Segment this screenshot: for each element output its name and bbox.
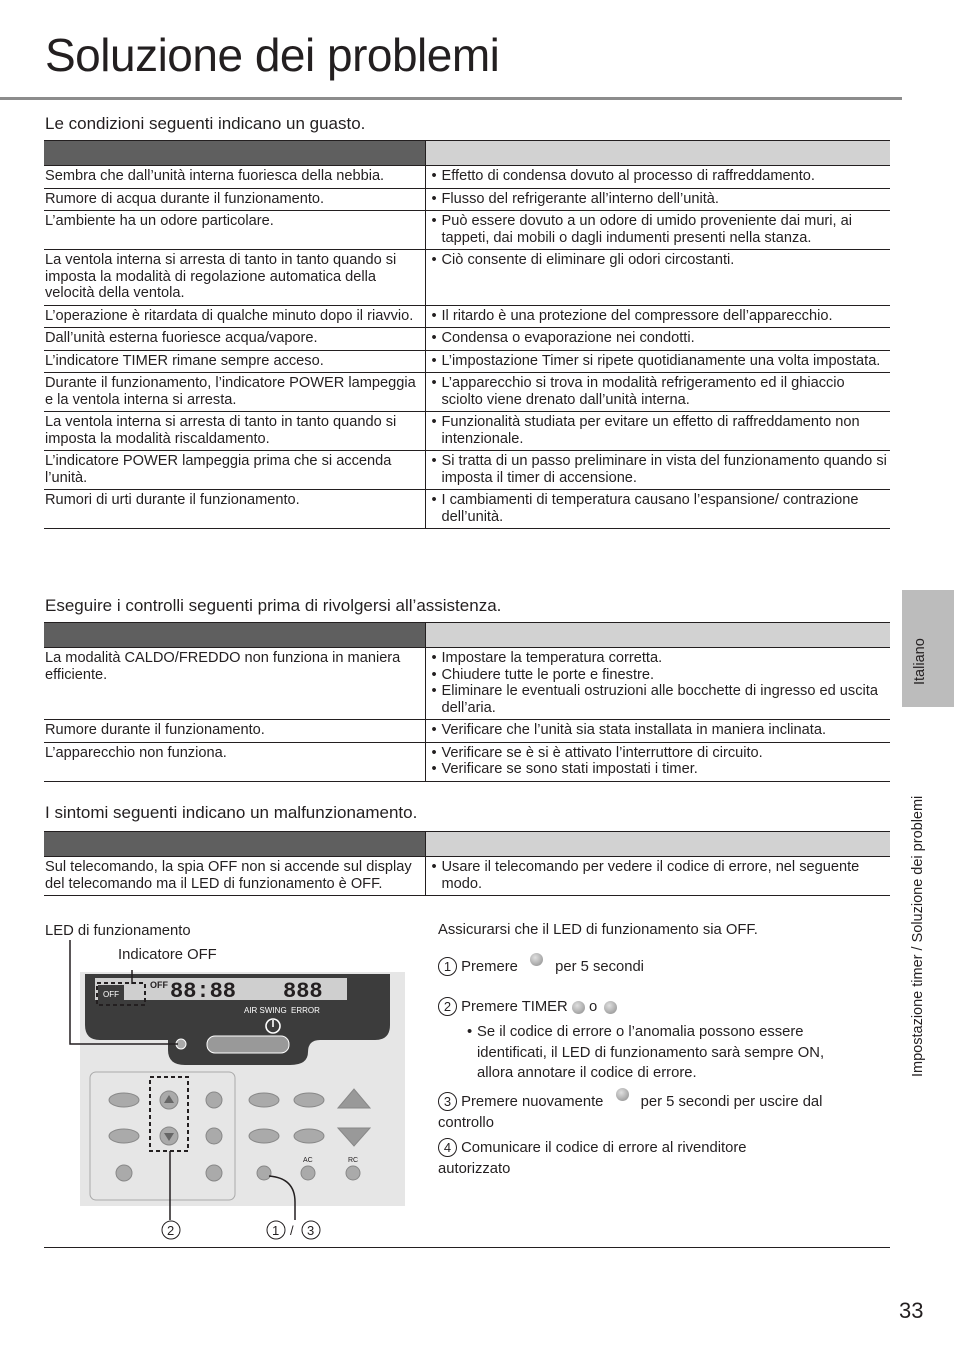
table-row xyxy=(44,648,890,720)
symptom-cell: Dall’unità esterna fuoriesce acqua/vapore. xyxy=(44,328,425,351)
step-3-text-a: Premere nuovamente xyxy=(461,1094,604,1110)
step-4 xyxy=(438,1138,818,1180)
cause-bullet: • Chiudere tutte le porte e finestre. xyxy=(431,666,655,683)
cause-cell xyxy=(425,211,890,250)
section1-heading: Le condizioni seguenti indicano un guasto. xyxy=(45,114,366,133)
timer-up-icon xyxy=(572,1001,585,1014)
page-title: Soluzione dei problemi xyxy=(45,29,500,81)
step-3-text-b: per 5 secondi per uscire dal controllo xyxy=(438,1094,823,1131)
timer-down-icon xyxy=(604,1001,617,1014)
rc-label: RC xyxy=(348,1157,359,1164)
table-row xyxy=(44,720,890,743)
lcd-code-digits: 888 xyxy=(283,979,323,1004)
symptom-cell: Rumore di acqua durante il funzionamento. xyxy=(44,188,425,211)
cause-text: Ciò consente di eliminare gli odori circostanti. xyxy=(441,252,735,268)
cause-bullet: • Flusso del refrigerante all’interno dell’unità. xyxy=(431,190,719,207)
symptom-cell: Sul telecomando, la spia OFF non si accende sul display del telecomando ma il LED di funzionamento è OFF. xyxy=(44,857,425,896)
cause-text: L’impostazione Timer si ripete quotidianamente una volta impostata. xyxy=(441,352,881,369)
check-button[interactable] xyxy=(257,1166,271,1180)
cause-text: Flusso del refrigerante all’interno dell’unità. xyxy=(441,190,719,207)
cause-cell xyxy=(425,720,890,743)
table-row xyxy=(44,211,890,250)
symptom-cell: L’indicatore POWER lampeggia prima che si accenda l’unità. xyxy=(44,451,425,490)
cause-cell xyxy=(425,350,890,373)
remote-control-diagram xyxy=(40,940,420,1250)
cause-text: Può essere dovuto a un odore di umido proveniente dai muri, ai tappeti, dai mobili o dagli indumenti presenti nella stanza. xyxy=(441,213,852,246)
page-number: 33 xyxy=(899,1298,924,1323)
table-row xyxy=(44,857,890,896)
table-section2 xyxy=(44,622,890,782)
step-2-note: • Se il codice di errore o l’anomalia possono essere identificati, il LED di funzionamento sarà sempre ON, allora annotare il codice di errore. xyxy=(467,1022,847,1084)
symptom-cell: Rumore durante il funzionamento. xyxy=(44,720,425,743)
cause-bullet: • L’apparecchio si trova in modalità refrigeramento ed il ghiaccio sciolto viene drenato dall’unità interna. xyxy=(432,375,889,408)
cause-cell xyxy=(425,451,890,490)
table-row xyxy=(44,328,890,351)
cause-text: Effetto di condensa dovuto al processo di raffreddamento. xyxy=(441,168,815,184)
step-3 xyxy=(438,1092,848,1134)
cause-bullet: • Verificare se sono stati impostati i timer. xyxy=(431,761,698,777)
lcd-off-text: OFF xyxy=(150,980,168,990)
cause-bullet: • Condensa o evaporazione nei condotti. xyxy=(431,330,695,346)
ac-label: AC xyxy=(303,1157,313,1164)
power-button[interactable] xyxy=(207,1036,289,1053)
lcd-off-icon: OFF xyxy=(103,990,119,999)
error-label: ERROR xyxy=(291,1006,320,1015)
step-2 xyxy=(438,997,617,1018)
section2-heading: Eseguire i controlli seguenti prima di rivolgersi all’assistenza. xyxy=(45,596,502,615)
symptom-cell: L’apparecchio non funziona. xyxy=(44,742,425,781)
lcd-time-digits: 88:88 xyxy=(170,979,237,1004)
table-row xyxy=(44,250,890,306)
cause-text: Funzionalità studiata per evitare un effetto di raffreddamento non intenzionale. xyxy=(441,414,860,447)
cause-bullet: • L’impostazione Timer si ripete quotidianamente una volta impostata. xyxy=(431,352,881,369)
cause-cell xyxy=(425,305,890,328)
cause-bullet: • Eliminare le eventuali ostruzioni alle bocchette di ingresso ed uscita dell’aria. xyxy=(432,683,889,716)
cause-cell xyxy=(425,373,890,412)
cause-bullet: • Impostare la temperatura corretta. xyxy=(431,650,663,666)
cause-text: Eliminare le eventuali ostruzioni alle bocchette di ingresso ed uscita dell’aria. xyxy=(441,683,878,716)
cause-bullet: • I cambiamenti di temperatura causano l’espansione/ contrazione dell’unità. xyxy=(432,492,889,525)
symptom-cell: La ventola interna si arresta di tanto in tanto quando si imposta la modalità di regolazione automatica della velocità della ventola. xyxy=(44,250,425,306)
steps-intro: Assicurarsi che il LED di funzionamento sia OFF. xyxy=(438,922,758,938)
cause-bullet: • Verificare se è si è attivato l’interruttore di circuito. xyxy=(431,744,763,761)
cause-text: Si tratta di un passo preliminare in vista del funzionamento quando si imposta il timer di accensione. xyxy=(441,453,887,486)
title-rule xyxy=(0,97,902,100)
cause-bullet: • Effetto di condensa dovuto al processo di raffreddamento. xyxy=(431,168,815,184)
step-1-text-a: Premere xyxy=(461,959,518,975)
step-4-text: Comunicare il codice di errore al rivenditore autorizzato xyxy=(438,1140,747,1177)
table-row xyxy=(44,350,890,373)
check-button-icon xyxy=(616,1088,629,1101)
cause-bullet: • Ciò consente di eliminare gli odori circostanti. xyxy=(431,252,735,268)
cause-text: I cambiamenti di temperatura causano l’espansione/ contrazione dell’unità. xyxy=(441,492,859,525)
language-tab-label: Italiano xyxy=(912,638,928,685)
cause-bullet: • Funzionalità studiata per evitare un effetto di raffreddamento non intenzionale. xyxy=(432,414,889,447)
symptom-cell: La modalità CALDO/FREDDO non funziona in maniera efficiente. xyxy=(44,648,425,720)
cause-text: Chiudere tutte le porte e finestre. xyxy=(441,666,655,683)
step-4-number: 4 xyxy=(438,1138,457,1157)
table-row xyxy=(44,305,890,328)
cause-text: L’apparecchio si trova in modalità refrigeramento ed il ghiaccio sciolto viene drenato dall’unità interna. xyxy=(441,375,845,408)
symptom-cell: Rumori di urti durante il funzionamento. xyxy=(44,490,425,529)
table-row xyxy=(44,166,890,189)
cause-cell xyxy=(425,250,890,306)
callout-slash: / xyxy=(290,1223,294,1238)
cause-text: Usare il telecomando per vedere il codice di errore, nel seguente modo. xyxy=(441,859,860,892)
table-row xyxy=(44,742,890,781)
callout-2: 2 xyxy=(167,1223,175,1238)
table-row xyxy=(44,490,890,529)
check-button-icon xyxy=(530,953,543,966)
table-section3 xyxy=(44,831,890,896)
table-row xyxy=(44,412,890,451)
cause-text: Impostare la temperatura corretta. xyxy=(441,650,663,666)
step-1-text-b: per 5 secondi xyxy=(555,959,644,975)
cause-cell xyxy=(425,188,890,211)
table-row xyxy=(44,188,890,211)
symptom-cell: La ventola interna si arresta di tanto in tanto quando si imposta la modalità riscaldamento. xyxy=(44,412,425,451)
cause-bullet: • Verificare che l’unità sia stata installata in maniera inclinata. xyxy=(431,722,827,738)
callout-1: 1 xyxy=(272,1223,280,1238)
cause-text: Condensa o evaporazione nei condotti. xyxy=(441,330,695,346)
off-indicator-label: Indicatore OFF xyxy=(118,947,217,963)
cause-bullet: • Il ritardo è una protezione del compressore dell’apparecchio. xyxy=(431,307,833,324)
language-tab xyxy=(902,590,954,707)
cause-cell xyxy=(425,742,890,781)
symptom-cell: Sembra che dall’unità interna fuoriesca della nebbia. xyxy=(44,166,425,189)
symptom-cell: Durante il funzionamento, l’indicatore POWER lampeggia e la ventola interna si arresta. xyxy=(44,373,425,412)
table-row xyxy=(44,451,890,490)
cause-text: Verificare che l’unità sia stata installata in maniera inclinata. xyxy=(441,722,827,738)
cause-text: Il ritardo è una protezione del compressore dell’apparecchio. xyxy=(441,307,833,324)
cause-bullet: • Usare il telecomando per vedere il codice di errore, nel seguente modo. xyxy=(432,859,889,892)
step-2-number: 2 xyxy=(438,997,457,1016)
symptom-cell: L’ambiente ha un odore particolare. xyxy=(44,211,425,250)
step-2-text-a: Premere TIMER xyxy=(461,999,568,1015)
step-3-number: 3 xyxy=(438,1092,457,1111)
led-label: LED di funzionamento xyxy=(45,923,191,939)
cause-cell xyxy=(425,328,890,351)
cause-cell xyxy=(425,857,890,896)
sidebar-section-label: Impostazione timer / Soluzione dei problemi xyxy=(910,795,926,1077)
step-2-note-text: Se il codice di errore o l’anomalia possono essere identificati, il LED di funzionamento sarà sempre ON, allora annotare il codice di errore. xyxy=(477,1024,825,1081)
step-2-text-b: o xyxy=(589,999,598,1015)
airswing-label: AIR SWING xyxy=(244,1006,287,1015)
table-row xyxy=(44,373,890,412)
cause-cell xyxy=(425,166,890,189)
callout-3: 3 xyxy=(307,1223,315,1238)
cause-cell xyxy=(425,490,890,529)
section3-heading: I sintomi seguenti indicano un malfunzionamento. xyxy=(45,803,418,822)
cause-text: Verificare se sono stati impostati i timer. xyxy=(441,761,698,777)
cause-cell xyxy=(425,412,890,451)
cause-bullet: • Può essere dovuto a un odore di umido proveniente dai muri, ai tappeti, dai mobili o dagli indumenti presenti nella stanza. xyxy=(432,213,889,246)
cause-cell xyxy=(425,648,890,720)
symptom-cell: L’indicatore TIMER rimane sempre acceso. xyxy=(44,350,425,373)
step-1-number: 1 xyxy=(438,957,457,976)
table-section1 xyxy=(44,140,890,529)
step-1 xyxy=(438,957,644,978)
cause-text: Verificare se è si è attivato l’interruttore di circuito. xyxy=(441,744,763,761)
cause-bullet: • Si tratta di un passo preliminare in vista del funzionamento quando si imposta il timer di accensione. xyxy=(431,453,887,486)
symptom-cell: L’operazione è ritardata di qualche minuto dopo il riavvio. xyxy=(44,305,425,328)
